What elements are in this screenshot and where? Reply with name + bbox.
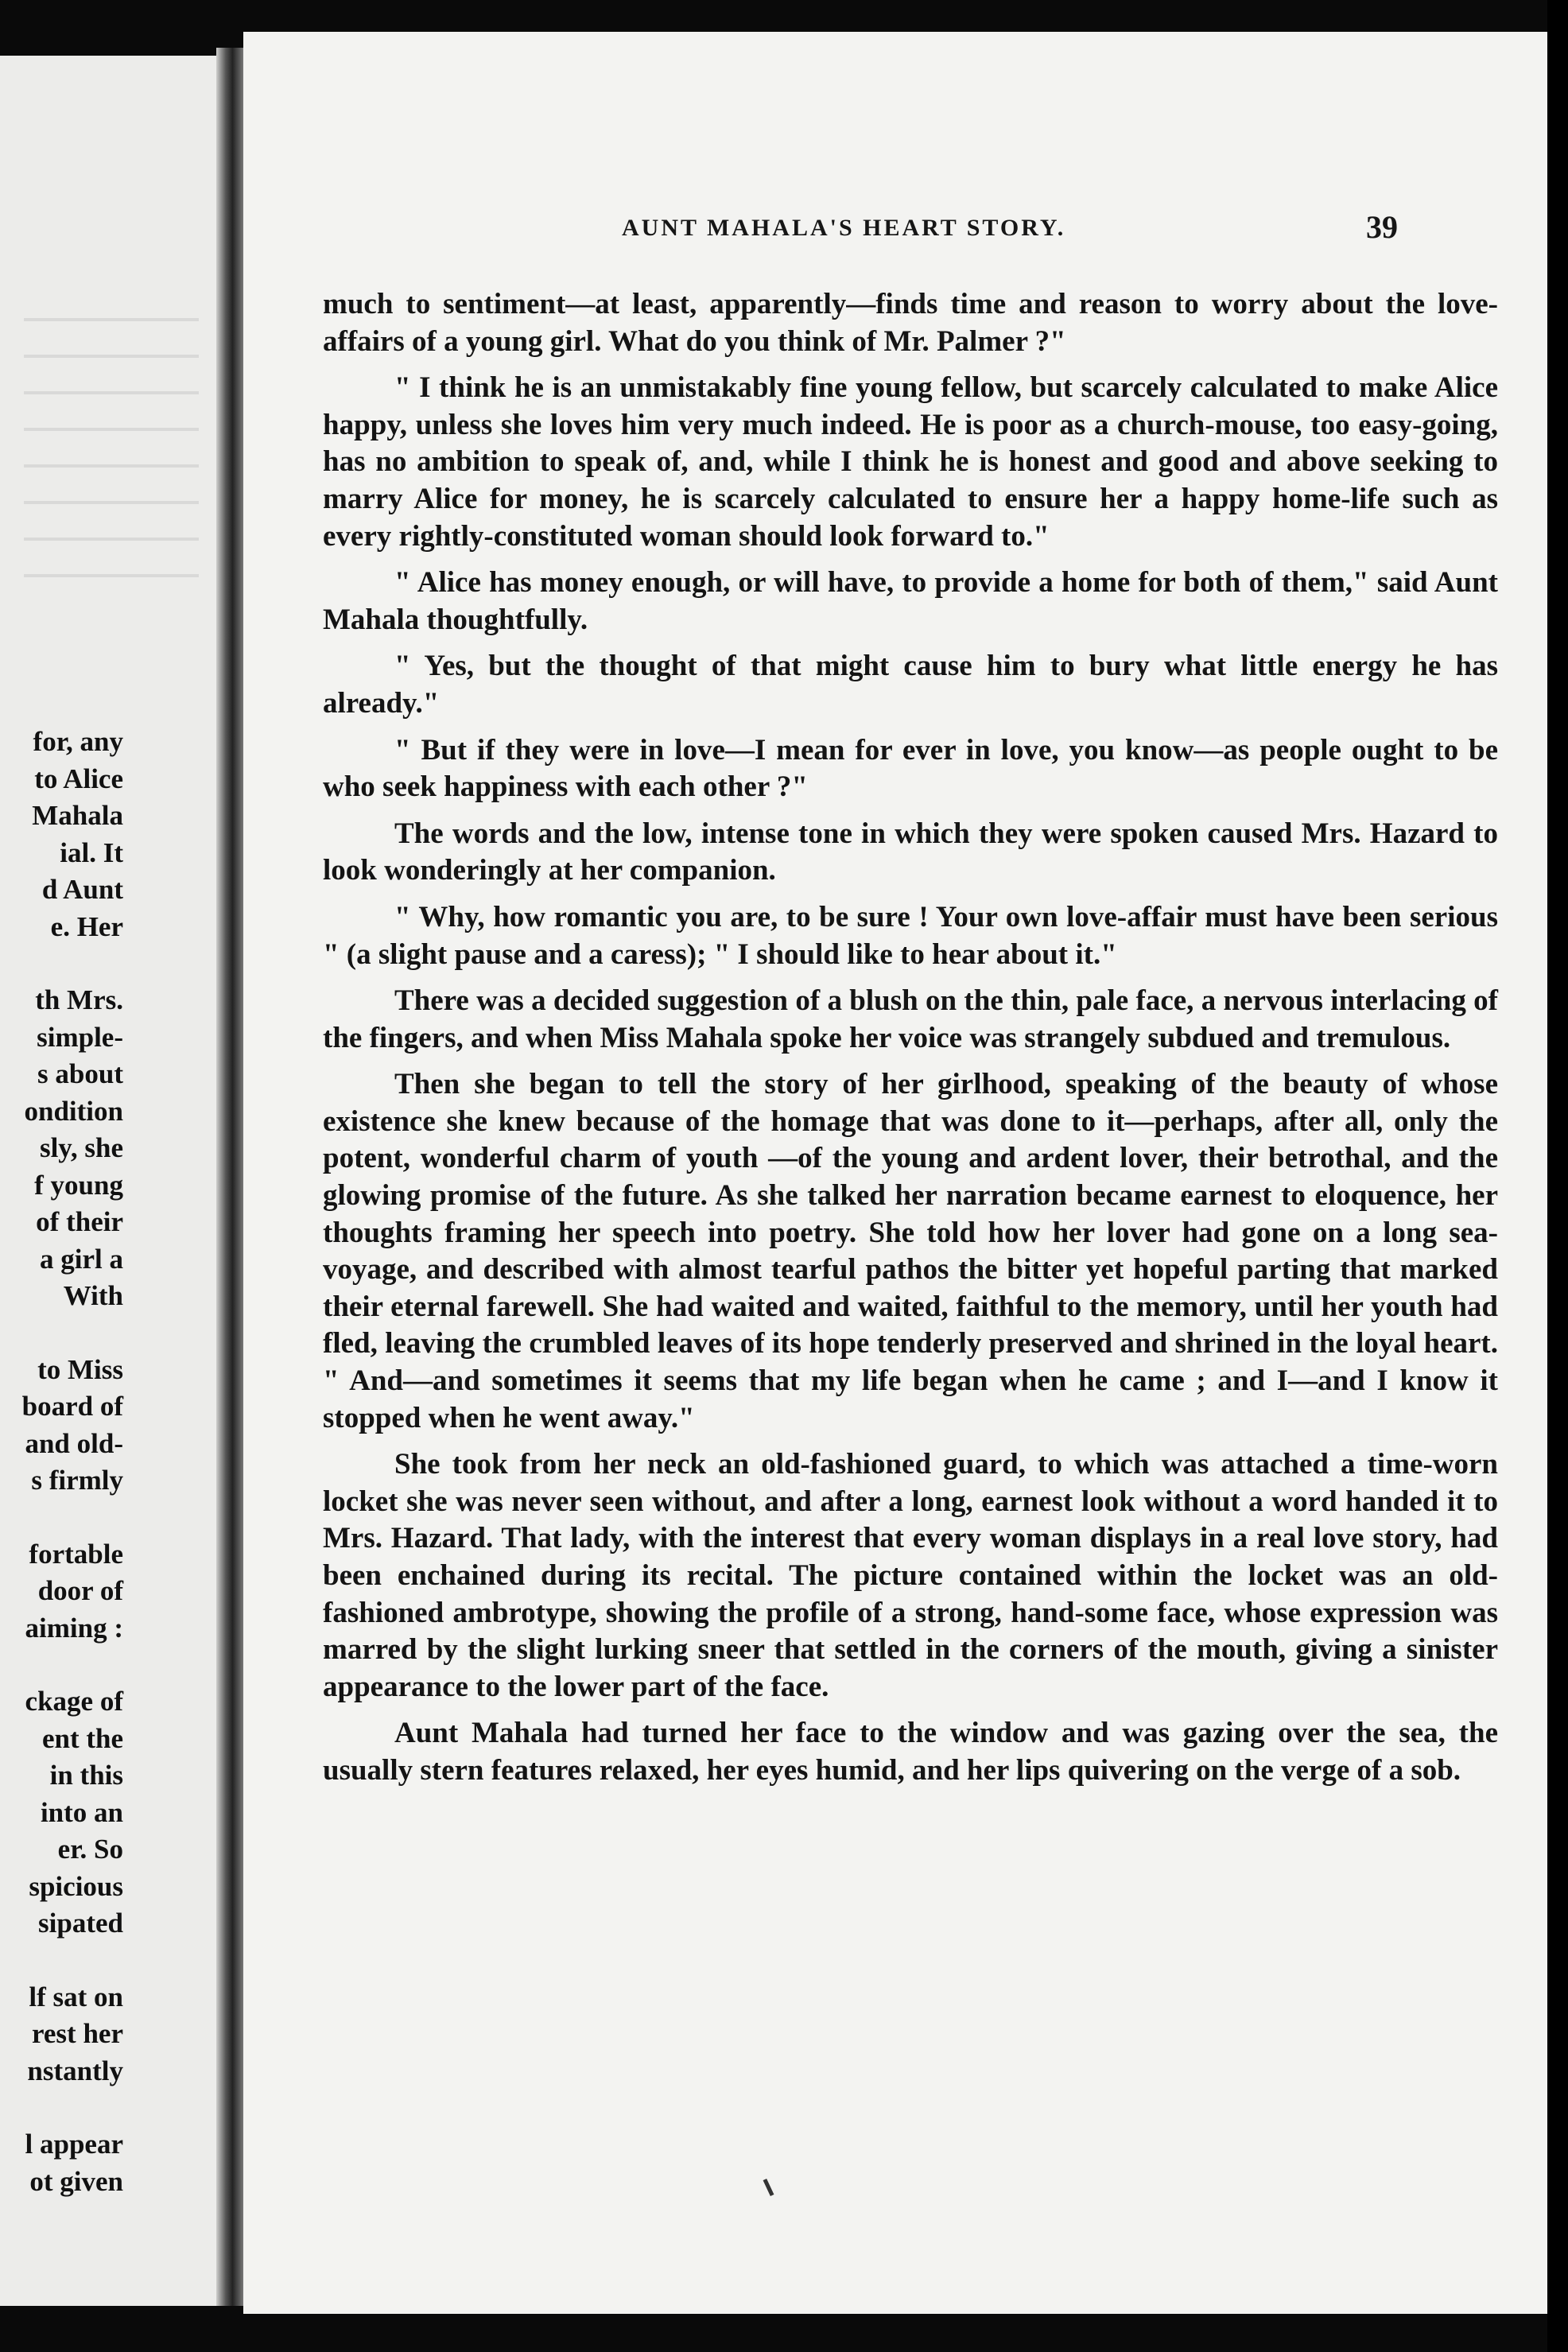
fragment-gap <box>0 945 123 982</box>
left-page-fragment: ial. It <box>60 836 123 868</box>
left-page-fragment: nstantly <box>27 2055 123 2086</box>
left-page-fragment: f young <box>34 1169 123 1201</box>
left-page-fragment: for, any <box>33 726 123 757</box>
left-page-fragment: door of <box>37 1575 123 1606</box>
left-page-fragment: s firmly <box>31 1465 123 1496</box>
left-page-fragment: of their <box>36 1206 123 1237</box>
paragraph: Then she began to tell the story of her girlhood, speaking of the beauty of whose existence she knew because of the homage that was done to it—perhaps, after all, only the potent, wonderful charm of youth —of the young and ardent lover, their betrothal, and the glowing promise of the future. As she talked her narration became earnest to eloquence, her thoughts framing her speech into poetry. She told how her lover had gone on a long sea-voyage, and described with almost tearful pathos the bitter yet hopeful parting that marked their eternal farewell. She had waited and waited, faithful to the memory, until her youth had fled, leaving the crumbled leaves of its hope tenderly preserved and shrined in the loyal heart. " And—and sometimes it seems that my life began when he came ; and I—and I know it stopped when he went away." <box>323 1068 1498 1434</box>
left-page-fragment: s about <box>37 1058 123 1089</box>
book-spine <box>216 48 243 2306</box>
left-page-fragment: a girl a <box>40 1243 123 1275</box>
paragraph: " I think he is an unmistakably fine young fellow, but scarcely calculated to make Alice happy, unless she loves him very much indeed. He is poor as a church-mouse, too easy-going, has no ambition to speak of, and, while I think he is honest and good and above seeking to marry Alice for money, he is scarcely calculated to ensure her a happy home-life such as every rightly-constituted woman should look forward to." <box>323 371 1498 553</box>
left-page-fragment: sipated <box>38 1908 123 1939</box>
paragraph: " Yes, but the thought of that might cause him to bury what little energy he has already." <box>323 650 1498 720</box>
paragraph: " But if they were in love—I mean for ever in love, you know—as people ought to be who seek happiness with each other ?" <box>323 733 1498 804</box>
fragment-gap <box>0 1647 123 1683</box>
left-page-fragment: and old- <box>25 1427 123 1459</box>
fragment-gap <box>0 1315 123 1352</box>
paragraph: " Alice has money enough, or will have, to provide a home for both of them," said Aunt Mahala thoughtfully. <box>323 566 1498 636</box>
paragraph: Aunt Mahala had turned her face to the window and was gazing over the sea, the usually stern features relaxed, her eyes humid, and her lips quivering on the verge of a sob. <box>323 1717 1498 1787</box>
left-page-fragment: lf sat on <box>29 1981 123 2012</box>
page-number: 39 <box>1366 209 1398 245</box>
bleed-through-text <box>0 318 227 620</box>
fragment-gap <box>0 1500 123 1536</box>
fragment-gap <box>0 2090 123 2126</box>
left-page-fragment: simple- <box>37 1021 123 1053</box>
left-page-fragment: l appear <box>25 2129 123 2160</box>
stray-ink-mark <box>763 2179 774 2196</box>
running-head: AUNT MAHALA'S HEART STORY. <box>622 215 1066 241</box>
left-page-text-fragments <box>0 724 123 2200</box>
left-page-fragment: d Aunt <box>41 874 123 905</box>
left-page-fragment: rest her <box>32 2018 123 2049</box>
left-facing-page <box>0 56 227 2306</box>
paragraph: There was a decided suggestion of a blush on the thin, pale face, a nervous interlacing of the fingers, and when Miss Mahala spoke her voice was strangely subdued and tremulous. <box>323 984 1498 1054</box>
left-page-fragment: to Miss <box>37 1353 123 1385</box>
left-page-fragment: th Mrs. <box>35 984 123 1015</box>
left-page-fragment: e. Her <box>50 910 123 942</box>
paragraph: She took from her neck an old-fashioned guard, to which was attached a time-worn locket she was never seen without, and after a long, earnest look without a word handed it to Mrs. Hazard. That lady, with the interest that every woman displays in a real love story, had been enchained during its recital. The picture contained within the locket was an old-fashioned ambrotype, showing the profile of a strong, hand-some face, whose expression was marred by the slight lurking sneer that settled in the corners of the mouth, giving a sinister appearance to the lower part of the face. <box>323 1448 1498 1703</box>
fragment-gap <box>0 1943 123 1979</box>
paragraph: The words and the low, intense tone in which they were spoken caused Mrs. Hazard to look wonderingly at her companion. <box>323 817 1498 887</box>
left-page-fragment: sly, she <box>39 1132 123 1163</box>
left-page-fragment: into an <box>40 1796 123 1828</box>
left-page-fragment: ent the <box>41 1722 123 1754</box>
left-page-fragment: aiming : <box>25 1612 123 1644</box>
left-page-fragment: With <box>63 1280 123 1311</box>
paragraph: " Why, how romantic you are, to be sure ! Your own love-affair must have been serious " (a slight pause and a caress); " I should like to hear about it." <box>323 900 1498 971</box>
left-page-fragment: ondition <box>24 1095 123 1127</box>
left-page-fragment: fortable <box>29 1538 123 1570</box>
left-page-fragment: er. So <box>57 1834 123 1865</box>
left-page-fragment: ot given <box>29 2165 123 2197</box>
body-text <box>323 286 1498 1799</box>
left-page-fragment: Mahala <box>32 800 123 831</box>
book-page <box>243 32 1547 2314</box>
left-page-fragment: ckage of <box>25 1686 123 1717</box>
scan-right-border <box>1547 0 1568 2352</box>
paragraph: much to sentiment—at least, apparently—finds time and reason to worry about the love-affairs of a young girl. What do you think of Mr. Palmer ?" <box>323 288 1498 358</box>
left-page-fragment: board of <box>21 1391 123 1422</box>
left-page-fragment: in this <box>49 1760 123 1791</box>
left-page-fragment: spicious <box>29 1870 123 1902</box>
left-page-fragment: to Alice <box>34 763 123 794</box>
